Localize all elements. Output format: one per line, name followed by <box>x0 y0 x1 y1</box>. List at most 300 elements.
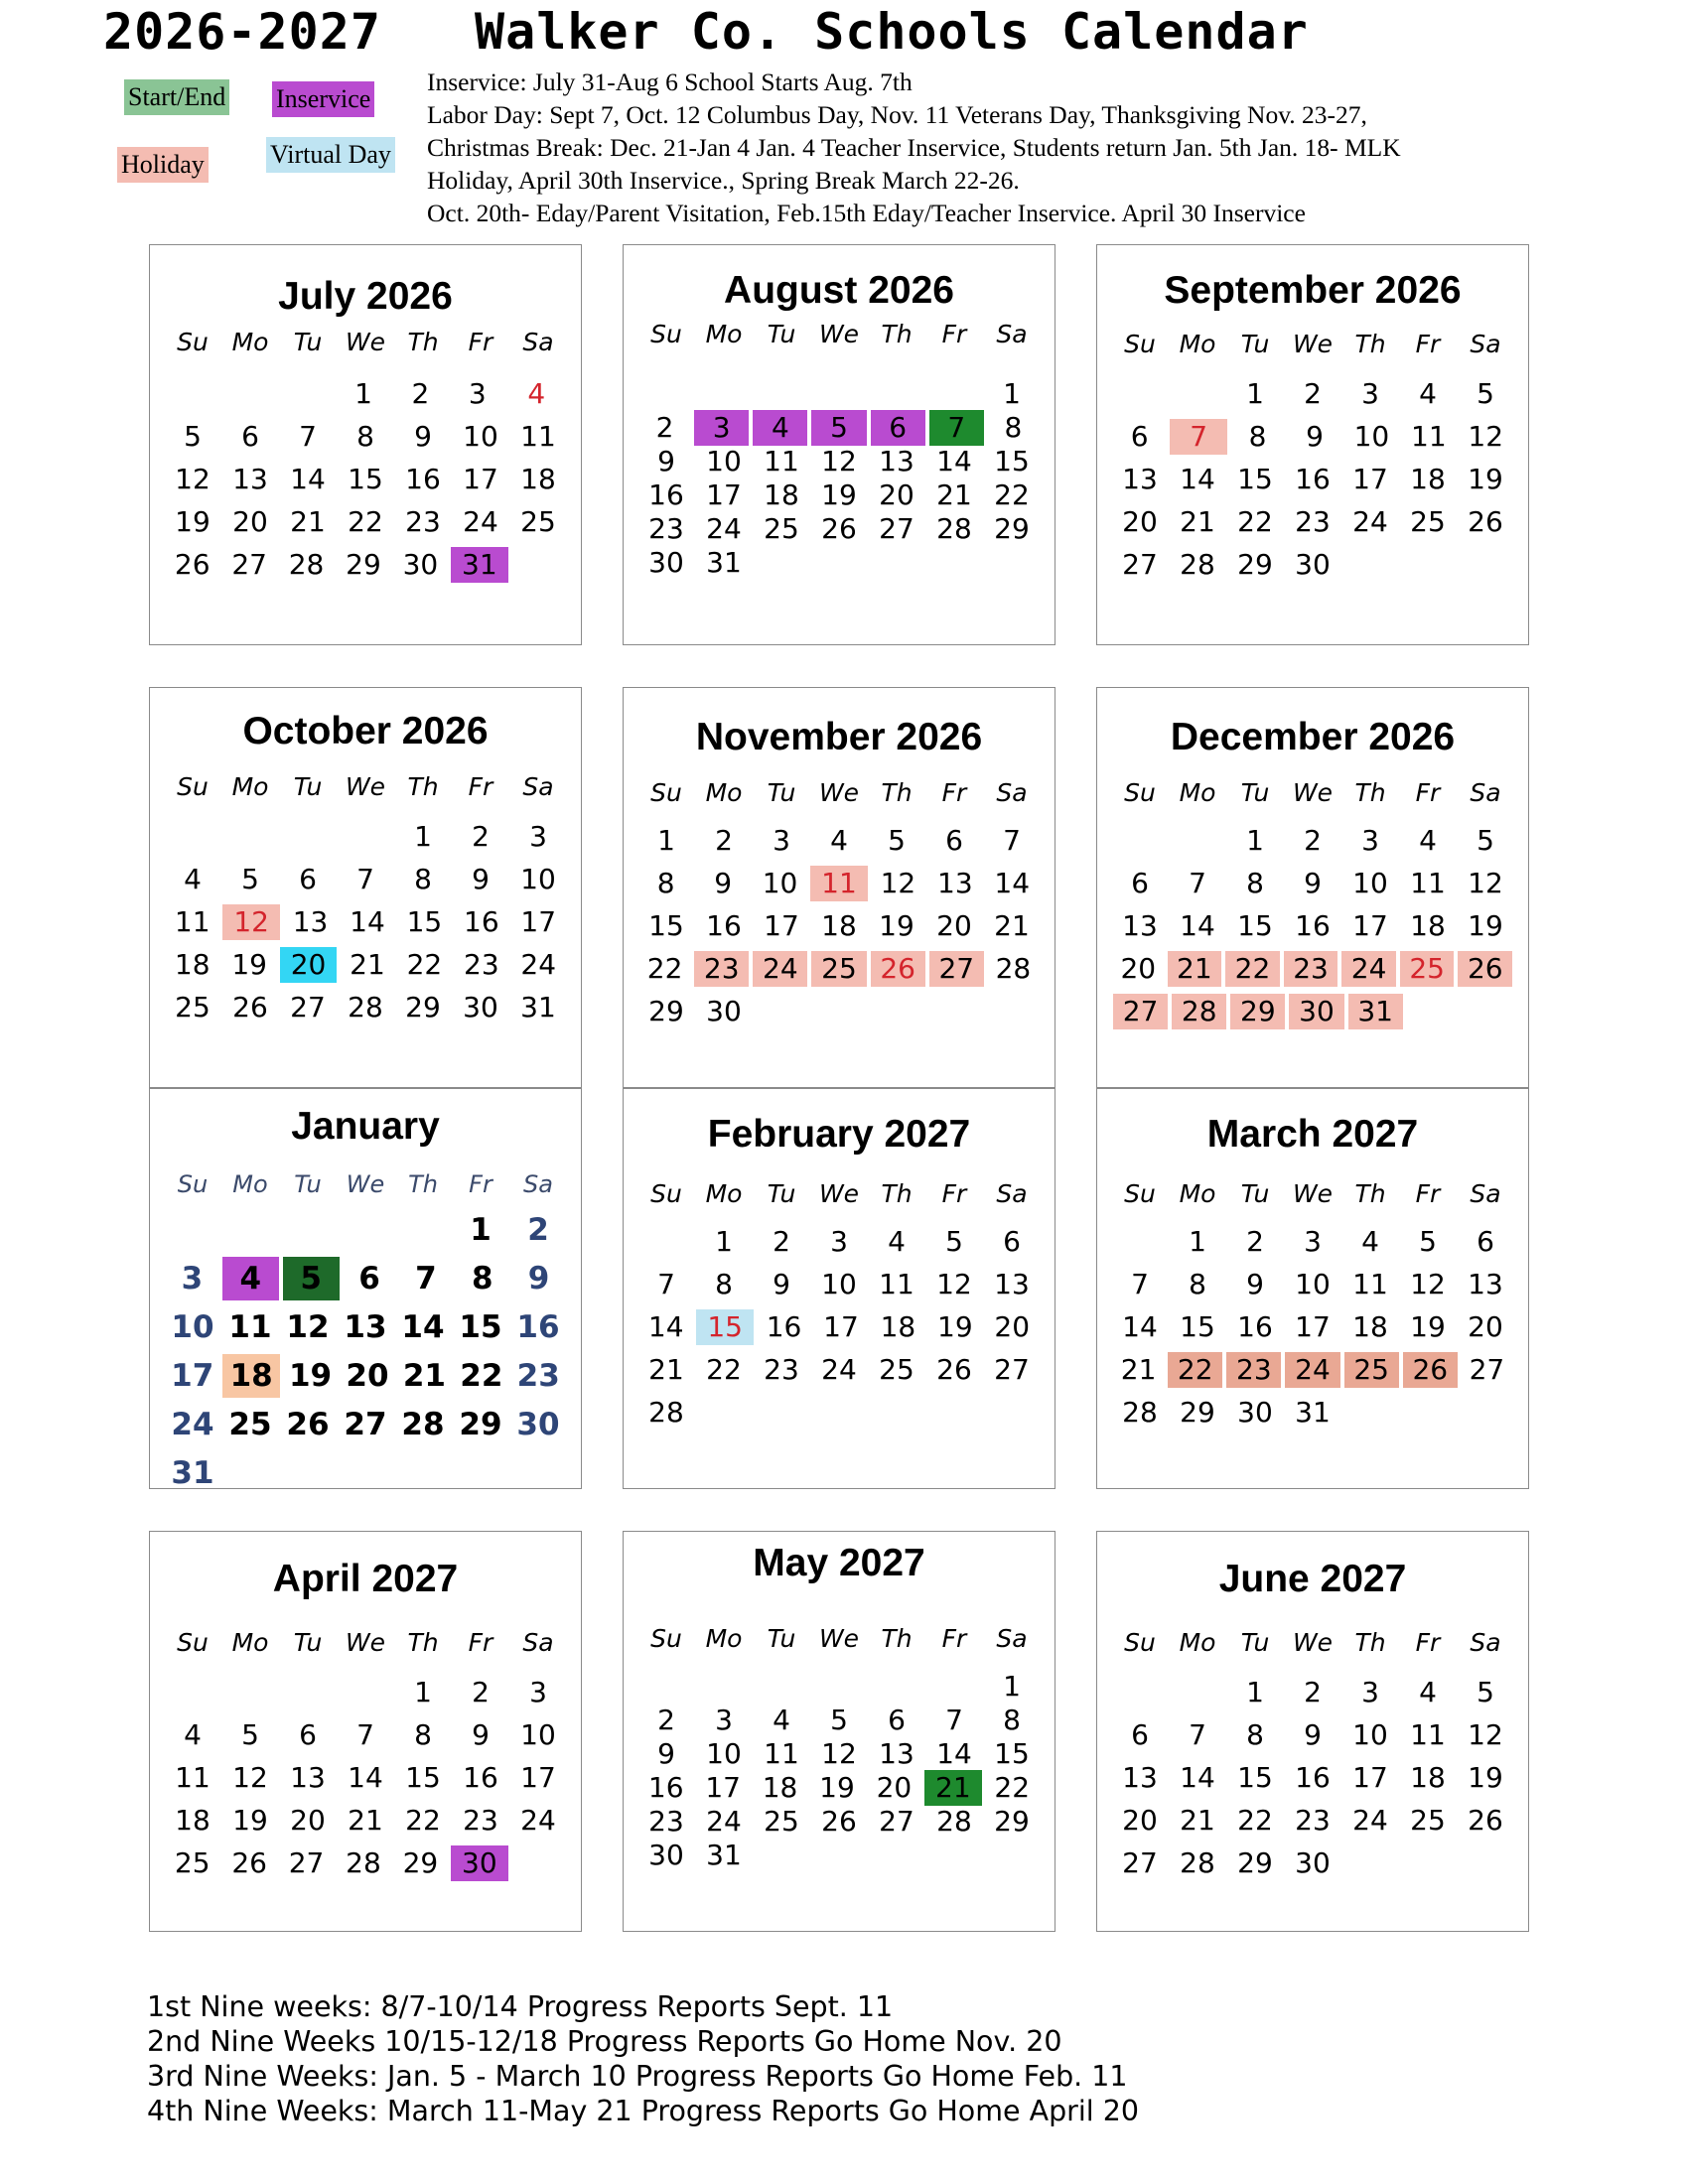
day-cell: 19 <box>879 909 914 942</box>
day-cell: 10 <box>762 867 798 899</box>
day-cell: 27 <box>290 991 326 1024</box>
day-cell: 3 <box>529 820 547 853</box>
empty-day-cell <box>637 376 695 412</box>
week-row <box>164 1451 567 1495</box>
month-september-2026 <box>1096 244 1529 645</box>
day-cell: 8 <box>1246 867 1264 899</box>
empty-day-cell <box>1460 994 1514 1029</box>
week-row <box>164 462 567 497</box>
empty-day-cell <box>810 1838 868 1873</box>
day-cell: 1 <box>414 1676 432 1708</box>
empty-day-cell <box>1399 1845 1457 1881</box>
week-row <box>637 376 1041 412</box>
day-cell: 3 <box>529 1676 547 1708</box>
day-cell: 17 <box>520 905 557 938</box>
day-cell: 5 <box>945 1225 963 1258</box>
day-cell: 20 <box>1468 1310 1503 1343</box>
day-cell: 17 <box>823 1310 859 1343</box>
day-cell: 14 <box>401 1309 445 1345</box>
week-row <box>164 904 567 940</box>
day-cell: 8 <box>471 1261 493 1297</box>
weekday-label: Tu <box>767 778 796 807</box>
weekday-label: Tu <box>1240 1179 1270 1208</box>
day-cell: 11 <box>520 420 556 453</box>
day-cell: 21 <box>402 1358 446 1394</box>
empty-day-cell <box>394 1451 452 1495</box>
empty-day-cell <box>1399 1395 1457 1431</box>
day-cell: 28 <box>1172 994 1226 1029</box>
day-cell: 26 <box>1403 1352 1458 1388</box>
weekday-label: Mo <box>231 1628 269 1657</box>
day-cell: 4 <box>888 1225 906 1258</box>
day-cell: 7 <box>929 410 984 446</box>
note-line: Holiday, April 30th Inservice., Spring Break March 22-26. <box>427 166 1020 195</box>
day-cell: 23 <box>648 1805 684 1838</box>
day-cell: 22 <box>1237 1804 1273 1837</box>
day-cell: 1 <box>1003 1670 1021 1703</box>
week-row <box>637 908 1041 944</box>
week-row <box>164 547 567 583</box>
day-cell: 29 <box>994 1805 1030 1838</box>
day-cell: 28 <box>1122 1396 1158 1429</box>
weekday-label: Tu <box>293 772 323 801</box>
day-cell: 27 <box>288 1846 325 1879</box>
day-cell: 22 <box>406 948 443 981</box>
day-cell: 22 <box>1225 951 1280 987</box>
day-cell: 7 <box>1189 867 1206 899</box>
week-row <box>1111 823 1514 859</box>
day-cell: 26 <box>1468 505 1503 538</box>
day-cell: 14 <box>350 905 385 938</box>
empty-day-cell <box>279 1208 337 1252</box>
day-cell: 29 <box>648 995 684 1027</box>
weekday-label: Su <box>177 328 209 356</box>
day-cell: 16 <box>706 909 742 942</box>
week-row <box>637 1804 1041 1840</box>
empty-day-cell <box>337 819 394 855</box>
day-cell: 15 <box>994 445 1030 478</box>
day-cell: 22 <box>405 1804 441 1837</box>
weekday-label: Tu <box>293 328 323 356</box>
day-cell: 20 <box>1122 505 1158 538</box>
day-cell: 24 <box>821 1353 857 1386</box>
day-cell: 25 <box>764 512 799 545</box>
day-cell: 15 <box>1237 909 1273 942</box>
note-line: Christmas Break: Dec. 21-Jan 4 Jan. 4 Teacher Inservice, Students return Jan. 5th Jan. 18- MLK <box>427 133 1401 162</box>
month-title: March 2027 <box>1206 1113 1419 1156</box>
empty-day-cell <box>810 545 868 581</box>
month-title: September 2026 <box>1164 269 1462 312</box>
weekday-label: Mo <box>705 778 743 807</box>
empty-day-cell <box>868 994 925 1029</box>
day-cell: 11 <box>174 905 211 938</box>
month-title: November 2026 <box>695 716 983 758</box>
day-cell: 18 <box>1410 463 1446 495</box>
weekday-label: We <box>1292 1179 1334 1208</box>
day-cell: 21 <box>1180 505 1215 538</box>
week-row <box>164 1305 567 1349</box>
empty-day-cell <box>279 819 337 855</box>
day-cell: 8 <box>1004 411 1023 444</box>
day-cell: 30 <box>648 546 684 579</box>
day-cell: 6 <box>299 863 317 895</box>
day-cell: 28 <box>348 991 383 1024</box>
day-cell: 14 <box>1180 463 1215 495</box>
week-row <box>637 1267 1041 1302</box>
legend-virtual-day: Virtual Day <box>266 137 395 173</box>
notes <box>427 66 1499 229</box>
grading-period-line: 1st Nine weeks: 8/7-10/14 Progress Reports Sept. 11 <box>147 1990 894 2023</box>
day-cell: 23 <box>405 505 441 538</box>
day-cell: 5 <box>184 420 202 453</box>
week-row <box>1111 462 1514 497</box>
day-cell: 28 <box>936 1805 972 1838</box>
empty-day-cell <box>868 376 925 412</box>
day-cell: 23 <box>463 1804 498 1837</box>
weekday-label: Mo <box>705 1179 743 1208</box>
week-row <box>637 823 1041 859</box>
month-title: May 2027 <box>753 1542 925 1584</box>
weekday-label: We <box>1292 1628 1334 1657</box>
note-line: Inservice: July 31-Aug 6 School Starts Aug. 7th <box>427 68 913 96</box>
day-cell: 7 <box>945 1704 963 1736</box>
day-cell: 4 <box>184 863 202 895</box>
weekday-label: Su <box>1124 330 1156 358</box>
day-cell: 16 <box>1237 1310 1273 1343</box>
day-cell: 29 <box>459 1407 502 1442</box>
day-cell: 2 <box>715 824 733 857</box>
day-cell: 17 <box>520 1761 556 1794</box>
day-cell: 30 <box>1295 1846 1331 1879</box>
day-cell: 4 <box>1419 1676 1437 1708</box>
weekday-label: Sa <box>1470 1179 1501 1208</box>
month-title: April 2027 <box>272 1558 459 1600</box>
day-cell: 27 <box>1122 1846 1158 1879</box>
day-cell: 5 <box>811 410 866 446</box>
day-cell: 28 <box>346 1846 381 1879</box>
day-cell: 13 <box>879 1737 914 1770</box>
day-cell: 8 <box>1248 420 1267 453</box>
day-cell: 22 <box>1237 505 1273 538</box>
day-cell: 24 <box>706 1805 742 1838</box>
week-row <box>637 1736 1041 1772</box>
weekday-header <box>164 1168 567 1200</box>
day-cell: 1 <box>470 1212 492 1248</box>
day-cell: 31 <box>1295 1396 1331 1429</box>
day-cell: 10 <box>821 1268 857 1300</box>
weekday-label: Fr <box>1415 778 1441 807</box>
day-cell: 11 <box>764 1737 799 1770</box>
weekday-label: We <box>345 328 386 356</box>
day-cell: 5 <box>1419 1225 1437 1258</box>
day-cell: 2 <box>1304 824 1322 857</box>
empty-day-cell <box>1169 823 1226 859</box>
week-row <box>164 1803 567 1839</box>
weekday-label: Sa <box>1470 330 1501 358</box>
day-cell: 25 <box>764 1805 799 1838</box>
weekday-label: We <box>346 1170 385 1198</box>
day-cell: 21 <box>648 1353 684 1386</box>
day-cell: 11 <box>810 866 867 901</box>
empty-day-cell <box>925 994 983 1029</box>
day-cell: 16 <box>1295 463 1331 495</box>
day-cell: 26 <box>286 1407 330 1442</box>
empty-day-cell <box>695 376 753 412</box>
day-cell: 6 <box>299 1718 317 1751</box>
day-cell: 25 <box>811 951 866 987</box>
day-cell: 16 <box>648 478 684 511</box>
empty-day-cell <box>810 1669 868 1705</box>
week-row <box>164 1845 567 1881</box>
empty-day-cell <box>983 1838 1041 1873</box>
week-row <box>1111 1675 1514 1710</box>
day-cell: 17 <box>1295 1310 1331 1343</box>
day-cell: 2 <box>657 1704 675 1736</box>
week-row <box>164 419 567 455</box>
week-row <box>164 990 567 1025</box>
weekday-label: Th <box>407 772 439 801</box>
empty-day-cell <box>1111 1224 1169 1260</box>
weekday-label: We <box>345 1628 386 1657</box>
week-row <box>1111 547 1514 583</box>
week-row <box>1111 1309 1514 1345</box>
day-cell: 2 <box>1246 1225 1264 1258</box>
day-cell: 21 <box>1180 1804 1215 1837</box>
day-cell: 27 <box>344 1407 387 1442</box>
weekday-header <box>637 1623 1041 1655</box>
day-cell: 16 <box>516 1309 560 1345</box>
day-cell: 3 <box>1361 377 1379 410</box>
day-cell: 22 <box>1168 1352 1222 1388</box>
empty-day-cell <box>279 1451 337 1495</box>
weekday-label: Sa <box>522 772 554 801</box>
day-cell: 1 <box>414 820 432 853</box>
empty-day-cell <box>337 1451 394 1495</box>
weekday-label: Mo <box>705 1624 743 1653</box>
week-row <box>1111 1352 1514 1388</box>
weekday-label: We <box>818 320 860 348</box>
week-row <box>164 504 567 540</box>
week-row <box>637 951 1041 987</box>
day-cell: 13 <box>344 1309 387 1345</box>
day-cell: 29 <box>405 991 441 1024</box>
day-cell: 30 <box>463 991 498 1024</box>
empty-day-cell <box>868 1669 925 1705</box>
weekday-label: Fr <box>941 1624 967 1653</box>
day-cell: 1 <box>1003 377 1021 410</box>
weekday-label: Sa <box>1470 778 1501 807</box>
day-cell: 2 <box>773 1225 790 1258</box>
day-cell: 13 <box>937 867 973 899</box>
day-cell: 10 <box>1353 420 1390 453</box>
day-cell: 25 <box>520 505 556 538</box>
day-cell: 5 <box>888 824 906 857</box>
day-cell: 23 <box>1295 505 1331 538</box>
day-cell: 29 <box>1237 1846 1273 1879</box>
day-cell: 1 <box>657 824 675 857</box>
day-cell: 25 <box>1410 505 1446 538</box>
weekday-label: Tu <box>767 1624 796 1653</box>
weekday-label: We <box>818 1179 860 1208</box>
day-cell: 19 <box>1468 909 1503 942</box>
weekday-label: Su <box>1124 1179 1156 1208</box>
weekday-label: Su <box>650 1624 682 1653</box>
day-cell: 7 <box>657 1268 675 1300</box>
day-cell: 5 <box>1477 1676 1494 1708</box>
empty-day-cell <box>983 994 1041 1029</box>
weekday-label: Th <box>407 1628 439 1657</box>
day-cell: 10 <box>520 863 556 895</box>
day-cell: 12 <box>936 1268 972 1300</box>
day-cell: 16 <box>1295 1761 1331 1794</box>
day-cell: 26 <box>1458 951 1512 987</box>
day-cell: 21 <box>350 948 385 981</box>
empty-day-cell <box>810 376 868 412</box>
empty-day-cell <box>1111 1675 1169 1710</box>
day-cell: 25 <box>228 1407 272 1442</box>
day-cell: 3 <box>1304 1225 1322 1258</box>
empty-day-cell <box>695 1669 753 1705</box>
day-cell: 9 <box>773 1268 790 1300</box>
day-cell: 15 <box>406 905 443 938</box>
month-july-2026 <box>149 244 582 645</box>
weekday-header <box>164 1627 567 1659</box>
day-cell: 28 <box>288 548 325 581</box>
day-cell: 22 <box>994 1771 1031 1804</box>
empty-day-cell <box>221 1451 279 1495</box>
day-cell: 22 <box>706 1353 742 1386</box>
day-cell: 6 <box>1131 1718 1149 1751</box>
day-cell: 15 <box>696 1309 753 1345</box>
day-cell: 10 <box>1352 867 1388 899</box>
empty-day-cell <box>1111 823 1169 859</box>
day-cell: 17 <box>764 909 799 942</box>
day-cell: 5 <box>1477 824 1494 857</box>
day-cell: 15 <box>1180 1310 1215 1343</box>
day-cell: 24 <box>171 1407 214 1442</box>
empty-day-cell <box>221 1675 279 1710</box>
week-row <box>1111 1267 1514 1302</box>
day-cell: 3 <box>181 1261 204 1297</box>
day-cell: 18 <box>762 1771 798 1804</box>
note-line: Labor Day: Sept 7, Oct. 12 Columbus Day, Nov. 11 Veterans Day, Thanksgiving Nov. 23-27, <box>427 100 1367 129</box>
day-cell: 24 <box>520 1804 556 1837</box>
weekday-label: Tu <box>767 1179 796 1208</box>
day-cell: 22 <box>994 478 1030 511</box>
empty-day-cell <box>1457 547 1514 583</box>
day-cell: 15 <box>648 909 684 942</box>
day-cell: 16 <box>647 1771 684 1804</box>
month-title: August 2026 <box>724 269 954 312</box>
week-row <box>1111 866 1514 901</box>
weekday-label: Th <box>407 328 439 356</box>
day-cell: 13 <box>1468 1268 1503 1300</box>
day-cell: 5 <box>830 1704 848 1736</box>
day-cell: 31 <box>171 1455 214 1491</box>
weekday-label: Tu <box>1240 1628 1270 1657</box>
empty-day-cell <box>925 1838 983 1873</box>
day-cell: 9 <box>1304 867 1322 899</box>
empty-day-cell <box>510 547 567 583</box>
weekday-label: Th <box>881 778 913 807</box>
day-cell: 17 <box>1352 463 1388 495</box>
day-cell: 4 <box>753 410 807 446</box>
day-cell: 28 <box>936 512 972 545</box>
weekday-label: Su <box>177 772 209 801</box>
day-cell: 23 <box>1284 951 1338 987</box>
day-cell: 1 <box>354 377 372 410</box>
day-cell: 5 <box>283 1257 340 1300</box>
weekday-label: Su <box>650 1179 682 1208</box>
empty-day-cell <box>510 1845 567 1881</box>
week-row <box>1111 1717 1514 1753</box>
day-cell: 24 <box>706 512 742 545</box>
day-cell: 16 <box>463 1761 498 1794</box>
weekday-label: Mo <box>1179 1628 1216 1657</box>
day-cell: 25 <box>1410 1804 1446 1837</box>
day-cell: 24 <box>1285 1352 1339 1388</box>
weekday-label: Su <box>177 1170 209 1198</box>
day-cell: 11 <box>1410 867 1446 899</box>
day-cell: 27 <box>1469 1353 1505 1386</box>
day-cell: 18 <box>821 909 857 942</box>
day-cell: 15 <box>405 1761 441 1794</box>
weekday-label: Tu <box>1240 778 1270 807</box>
day-cell: 7 <box>1131 1268 1149 1300</box>
month-title: January <box>291 1105 440 1148</box>
day-cell: 20 <box>936 909 972 942</box>
day-cell: 7 <box>299 420 317 453</box>
empty-day-cell <box>695 1395 753 1431</box>
day-cell: 18 <box>174 948 211 981</box>
weekday-label: Mo <box>231 328 269 356</box>
weekday-label: Sa <box>996 1624 1028 1653</box>
week-row <box>637 1309 1041 1345</box>
empty-day-cell <box>1341 1395 1399 1431</box>
day-cell: 10 <box>706 1737 742 1770</box>
day-cell: 2 <box>1304 377 1322 410</box>
day-cell: 11 <box>175 1761 211 1794</box>
empty-day-cell <box>1169 376 1226 412</box>
day-cell: 24 <box>1352 505 1388 538</box>
weekday-label: Mo <box>231 772 269 801</box>
weekday-label: Fr <box>1415 330 1441 358</box>
week-row <box>1111 376 1514 412</box>
day-cell: 10 <box>463 420 498 453</box>
weekday-header <box>164 771 567 803</box>
day-cell: 14 <box>1180 909 1215 942</box>
day-cell: 6 <box>241 420 259 453</box>
week-row <box>164 862 567 897</box>
day-cell: 7 <box>1170 419 1226 455</box>
week-row <box>637 866 1041 901</box>
day-cell: 9 <box>414 420 432 453</box>
day-cell: 27 <box>879 1805 914 1838</box>
month-title: February 2027 <box>707 1113 971 1156</box>
day-cell: 7 <box>356 863 374 895</box>
day-cell: 19 <box>1410 1310 1446 1343</box>
week-row <box>164 1760 567 1796</box>
empty-day-cell <box>753 545 810 581</box>
day-cell: 8 <box>1189 1268 1206 1300</box>
day-cell: 12 <box>1468 1718 1503 1751</box>
day-cell: 2 <box>655 411 674 444</box>
week-row <box>637 1395 1041 1431</box>
day-cell: 13 <box>292 905 329 938</box>
week-row <box>637 994 1041 1029</box>
day-cell: 12 <box>1410 1268 1446 1300</box>
empty-day-cell <box>925 1669 983 1705</box>
